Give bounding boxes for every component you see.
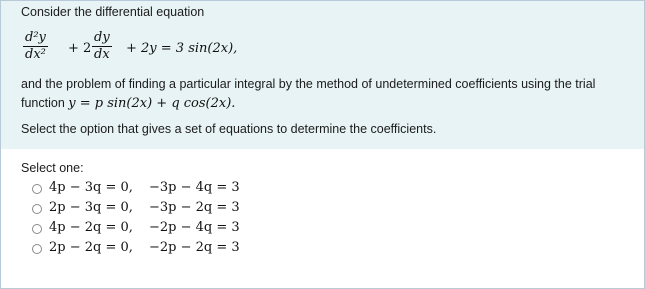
radio-button[interactable] xyxy=(32,224,42,234)
trial-function: y = p sin(2x) + q cos(2x). xyxy=(68,96,236,111)
trial-prefix: function xyxy=(21,96,69,110)
question-instruction: Select the option that gives a set of equations to determine the coefficients. xyxy=(21,122,437,136)
equation-rest: + 2y = 3 sin(2x), xyxy=(126,41,238,56)
question-line-3 xyxy=(21,96,235,111)
option-equation-2: −3p − 2q = 3 xyxy=(149,200,240,215)
plus-two-term: + 2 xyxy=(68,41,92,56)
question-line-2: and the problem of finding a particular integral by the method of undetermined coefficients using the trial xyxy=(21,77,596,91)
radio-button[interactable] xyxy=(32,244,42,254)
option-equation-2: −2p − 4q = 3 xyxy=(149,220,240,235)
d2-numerator: d²y xyxy=(25,30,46,45)
option-equation-1: 4p − 3q = 0, xyxy=(49,180,133,195)
radio-button[interactable] xyxy=(32,204,42,214)
question-text-area xyxy=(1,1,644,149)
option-equation-1: 2p − 3q = 0, xyxy=(49,200,133,215)
first-derivative-fraction xyxy=(92,31,112,62)
option-equation-1: 2p − 2q = 0, xyxy=(49,240,133,255)
select-one-label: Select one: xyxy=(21,161,84,175)
d1-numerator: dy xyxy=(94,30,110,45)
second-derivative-fraction xyxy=(23,31,48,62)
option-equation-2: −3p − 4q = 3 xyxy=(149,180,240,195)
d1-denominator: dx xyxy=(94,47,110,62)
option-equation-2: −2p − 2q = 3 xyxy=(149,240,240,255)
d2-denominator: dx² xyxy=(25,47,46,62)
radio-button[interactable] xyxy=(32,184,42,194)
question-intro: Consider the differential equation xyxy=(21,5,205,19)
option-equation-1: 4p − 2q = 0, xyxy=(49,220,133,235)
